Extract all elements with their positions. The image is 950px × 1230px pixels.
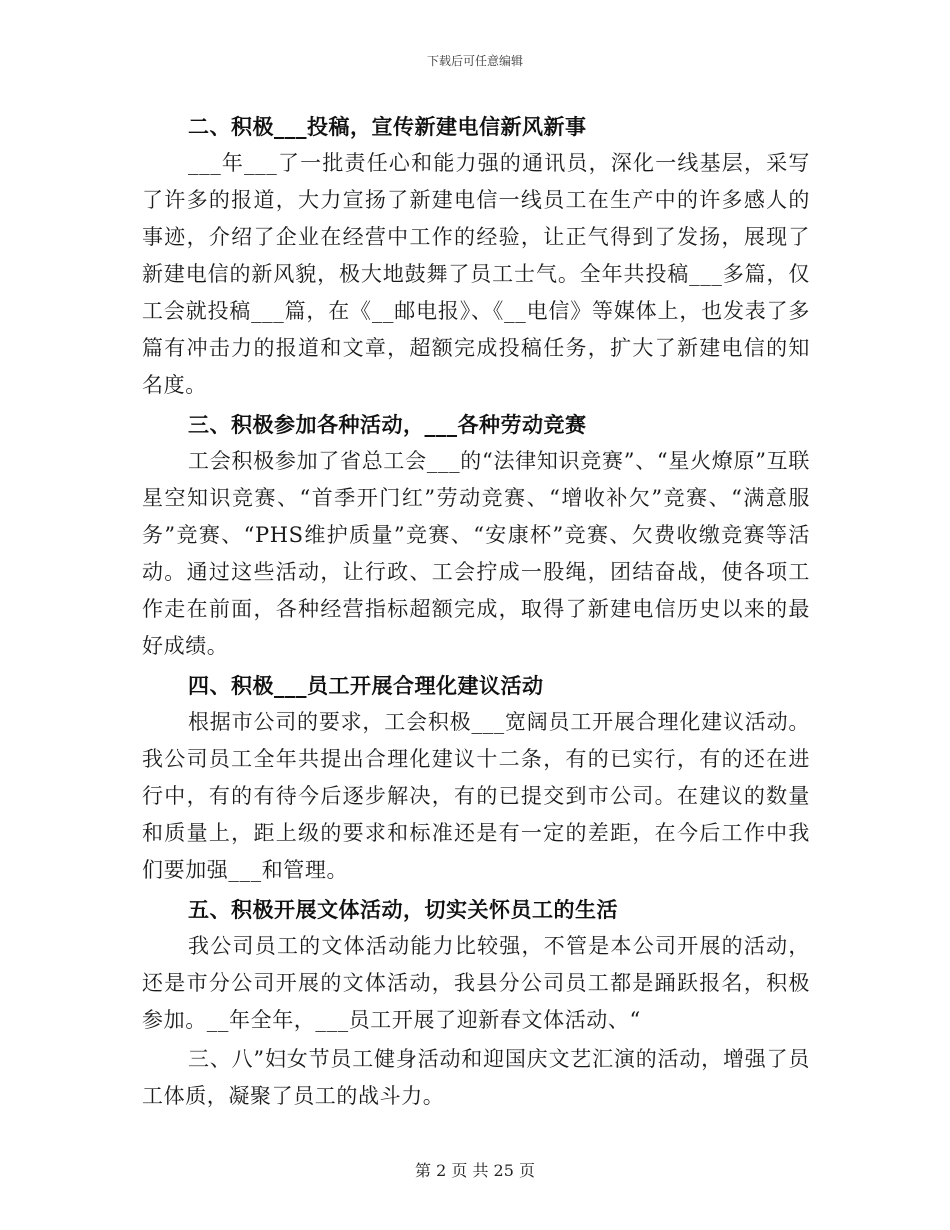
section-5 bbox=[142, 891, 810, 1115]
section-2 bbox=[142, 108, 810, 404]
section-heading: 三、积极参加各种活动，___各种劳动竞赛 bbox=[188, 412, 587, 437]
body-paragraph: 三、八”妇女节员工健身活动和迎国庆文艺汇演的活动，增强了员工体质，凝聚了员工的战斗力。 bbox=[142, 1047, 810, 1108]
body-paragraph: 我公司员工的文体活动能力比较强，不管是本公司开展的活动，还是市分公司开展的文体活动，我县分公司员工都是踊跃报名，积极参加。__年全年，___员工开展了迎新春文体活动、“ bbox=[142, 934, 810, 1032]
document-body bbox=[142, 108, 810, 1117]
body-paragraph: 工会积极参加了省总工会___的“法律知识竞赛”、“星火燎原”互联星空知识竞赛、“首季开门红”劳动竞赛、“增收补欠”竞赛、“满意服务”竞赛、“PHS维护质量”竞赛、“安康杯”竞赛、欠费收缴竞赛等活动。通过这些活动，让行政、工会拧成一股绳，团结奋战，使各项工作走在前面，各种经营指标超额完成，取得了新建电信历史以来的最好成绩。 bbox=[142, 449, 810, 658]
section-heading: 五、积极开展文体活动，切实关怀员工的生活 bbox=[188, 897, 618, 922]
section-4 bbox=[142, 667, 810, 889]
body-paragraph: 根据市公司的要求，工会积极___宽阔员工开展合理化建议活动。我公司员工全年共提出合理化建议十二条，有的已实行，有的还在进行中，有的有待今后逐步解决，有的已提交到市公司。在建议的数量和质量上，距上级的要求和标准还是有一定的差距，在今后工作中我们要加强___和管理。 bbox=[142, 710, 810, 882]
body-paragraph: ___年___了一批责任心和能力强的通讯员，深化一线基层，采写了许多的报道，大力宣扬了新建电信一线员工在生产中的许多感人的事迹，介绍了企业在经营中工作的经验，让正气得到了发扬，展现了新建电信的新风貌，极大地鼓舞了员工士气。全年共投稿___多篇，仅工会就投稿___篇，在《__邮电报》、《__电信》等媒体上，也发表了多篇有冲击力的报道和文章，超额完成投稿任务，扩大了新建电信的知名度。 bbox=[142, 151, 810, 397]
page-number-footer: 第 2 页 共 25 页 bbox=[415, 1161, 535, 1180]
section-3 bbox=[142, 406, 810, 665]
page-header: 下载后可任意编辑 bbox=[426, 54, 523, 68]
section-heading: 二、积极___投稿，宣传新建电信新风新事 bbox=[188, 114, 587, 139]
section-heading: 四、积极___员工开展合理化建议活动 bbox=[188, 673, 544, 698]
